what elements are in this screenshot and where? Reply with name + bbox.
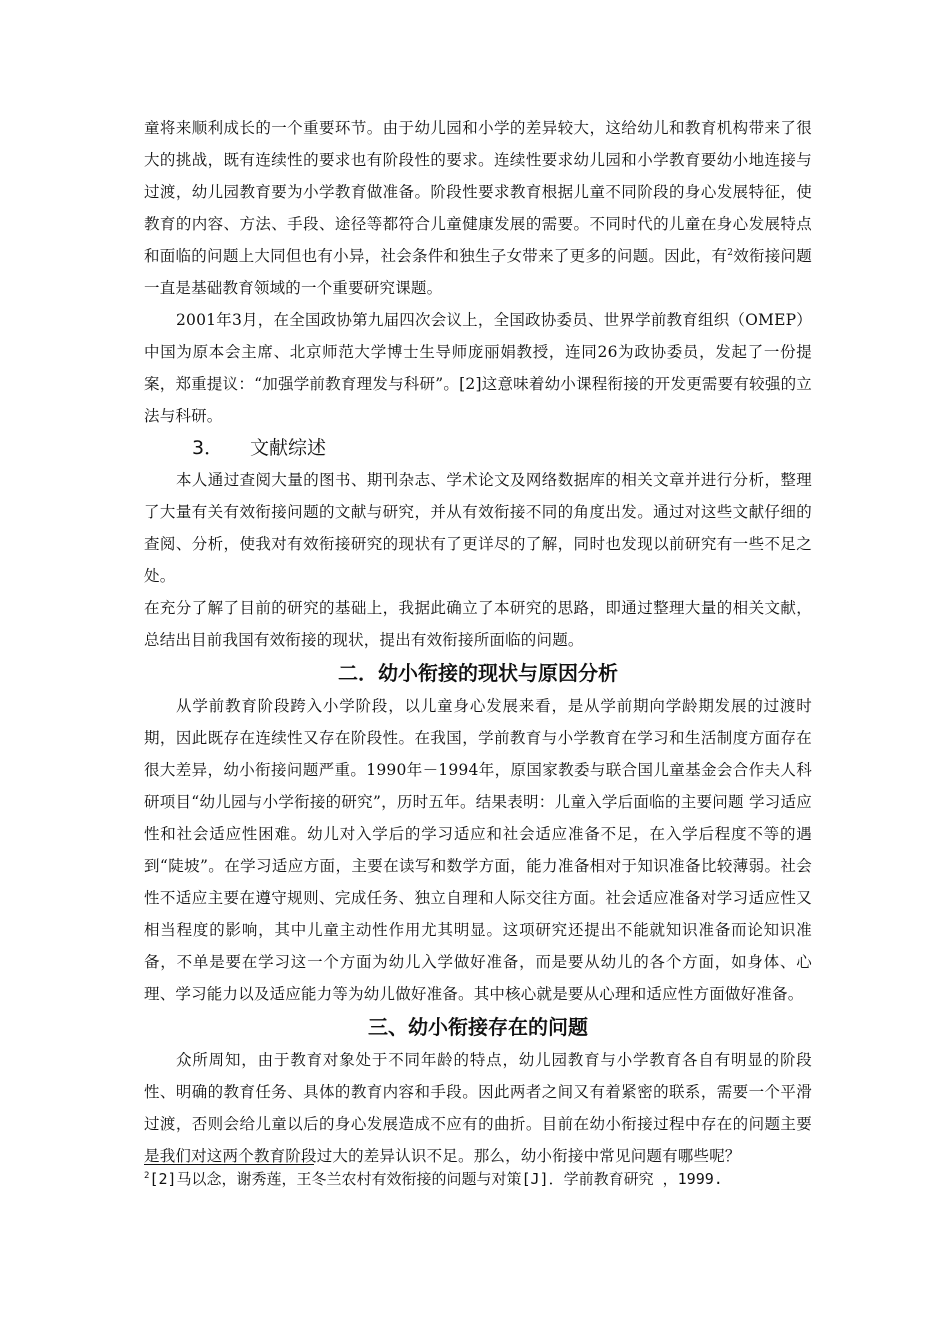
- footnote-text: [2]马以念，谢秀莲，王冬兰农村有效衔接的问题与对策[J]．学前教育研究 ，1999.: [149, 1170, 723, 1188]
- paragraph-literature: 本人通过查阅大量的图书、期刊杂志、学术论文及网络数据库的相关文章并进行分析，整理了大量有关有效衔接问题的文献与研究，并从有效衔接不同的角度出发。通过对这些文献仔细的查阅、分析，使我对有效衔接研究的现状有了更详尽的了解，同时也发现以前研究有一些不足之处。: [144, 471, 812, 585]
- paragraph-text: 童将来顺利成长的一个重要环节。由于幼儿园和小学的差异较大，这给幼儿和教育机构带来了很大的挑战，既有连续性的要求也有阶段性的要求。连续性要求幼儿园和小学教育要幼小地连接与过渡，幼儿园教育要为小学教育做准备。阶段性要求教育根据儿童不同阶段的身心发展特征，使教育的内容、方法、手段、途径等都符合儿童健康发展的需要。不同时代的儿童在身心发展特点和面临的问题上大同但也有小异，社会条件和独生子女带来了更多的问题。因此，有: [144, 119, 812, 265]
- document-body: [144, 112, 812, 1172]
- paragraph-text-tail: 效衔接问题一直是基础教育领域的一个重要研究课题。: [144, 247, 812, 297]
- footnote-divider: [144, 1164, 314, 1165]
- footnote-marker: 2: [144, 1171, 150, 1181]
- paragraph-problems: 众所周知，由于教育对象处于不同年龄的特点，幼儿园教育与小学教育各自有明显的阶段性、明确的教育任务、具体的教育内容和手段。因此两者之间又有着紧密的联系，需要一个平滑过渡，否则会给儿童以后的身心发展造成不应有的曲折。目前在幼小衔接过程中存在的问题主要是我们对这两个教育阶段过大的差异认识不足。那么，幼小衔接中常见问题有哪些呢？: [144, 1051, 812, 1165]
- subsection-heading: [144, 432, 812, 464]
- subsection-number: 3．: [192, 437, 224, 459]
- paragraph-approach: 在充分了解了目前的研究的基础上，我据此确立了本研究的思路，即通过整理大量的相关文献，总结出目前我国有效衔接的现状，提出有效衔接所面临的问题。: [144, 599, 812, 649]
- section-heading-3: 三、幼小衔接存在的问题: [368, 1015, 588, 1039]
- paragraph-continuation: [144, 112, 812, 304]
- subsection-title: 文献综述: [250, 437, 327, 459]
- paragraph-status: 从学前教育阶段跨入小学阶段，以儿童身心发展来看，是从学前期向学龄期发展的过渡时期，因此既存在连续性又存在阶段性。在我国，学前教育与小学教育在学习和生活制度方面存在很大差异，幼小衔接问题严重。1990年－1994年，原国家教委与联合国儿童基金会合作夫人科研项目“幼儿园与小学衔接的研究”，历时五年。结果表明：儿童入学后面临的主要问题 学习适应性和社会适应性困难。幼儿对入学后的学习适应和社会适应准备不足，在入学后程度不等的遇到“陡坡”。在学习适应方面，主要在读写和数学方面，能力准备相对于知识准备比较薄弱。社会性不适应主要在遵守规则、完成任务、独立自理和人际交往方面。社会适应准备对学习适应性又相当程度的影响，其中儿童主动性作用尤其明显。这项研究还提出不能就知识准备而论知识准备，不单是要在学习这一个方面为幼儿入学做好准备，而是要从幼儿的各个方面，如身体、心理、学习能力以及适应能力等为幼儿做好准备。其中核心就是要从心理和适应性方面做好准备。: [144, 697, 812, 1003]
- section-heading-2: 二．幼小衔接的现状与原因分析: [338, 661, 618, 685]
- paragraph-proposal: 2001年3月，在全国政协第九届四次会议上，全国政协委员、世界学前教育组织（OMEP）中国为原本会主席、北京师范大学博士生导师庞丽娟教授，连同26为政协委员，发起了一份提案，郑重提议：“加强学前教育理发与科研”。[2]这意味着幼小课程衔接的开发更需要有较强的立法与科研。: [144, 311, 812, 425]
- footnote-ref: 2: [727, 247, 734, 258]
- footnote: [144, 1168, 812, 1190]
